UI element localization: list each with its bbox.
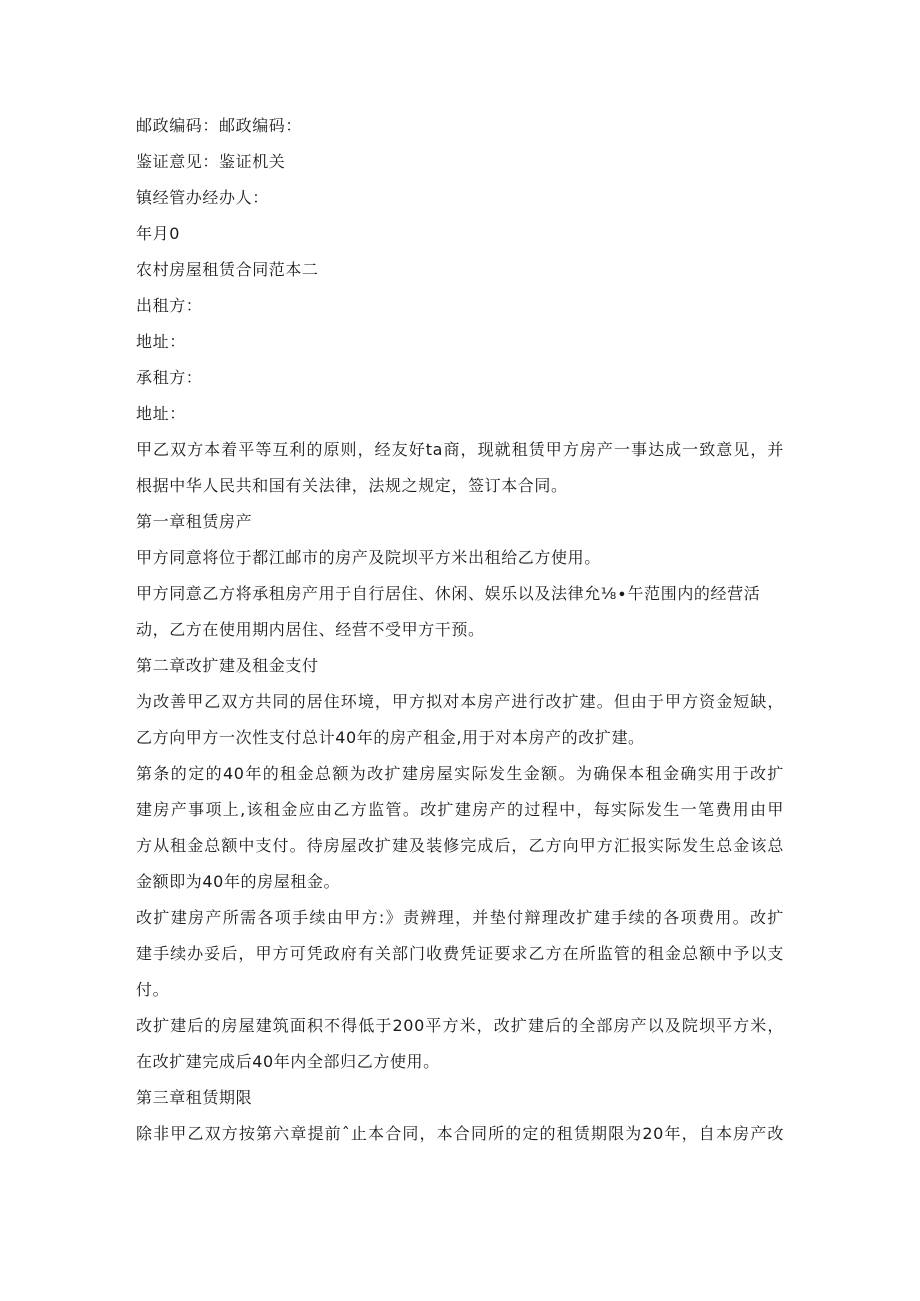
text-line: 为改善甲乙双方共同的居住环境，甲方拟对本房产进行改扩建。但由于甲方资金短缺， xyxy=(136,692,784,711)
text-line: 第一章租赁房产 xyxy=(136,512,253,531)
text-line: 第条的定的40年的租金总额为改扩建房屋实际发生金额。为确保本租金确实用于改扩 xyxy=(136,764,784,783)
text-line: 方从租金总额中支付。待房屋改扩建及装修完成后，乙方向甲方汇报实际发生总金该总 xyxy=(136,836,784,855)
text-line: 镇经管办经办人： xyxy=(136,188,269,207)
text-line: 甲方同意乙方将承租房产用于自行居住、休闲、娱乐以及法律允⅛∙午范围内的经营活 xyxy=(136,584,761,603)
text-line: 邮政编码：邮政编码： xyxy=(136,116,303,135)
text-line: 甲乙双方本着平等互利的原则，经友好ta商，现就租赁甲方房产一事达成一致意见，并 xyxy=(136,440,784,459)
text-line: 地址： xyxy=(136,404,186,423)
text-line: 动，乙方在使用期内居住、经营不受甲方干预。 xyxy=(136,620,485,639)
text-line: 乙方向甲方一次性支付总计40年的房产租金,用于对本房产的改扩建。 xyxy=(136,728,645,747)
text-line: 付。 xyxy=(136,980,170,999)
text-line: 鉴证意见：鉴证机关 xyxy=(136,152,286,171)
text-line: 根据中华人民共和国有关法律，法规之规定，签订本合同。 xyxy=(136,476,568,495)
text-line: 农村房屋租赁合同范本二 xyxy=(136,260,319,279)
text-line: 金额即为40年的房屋租金。 xyxy=(136,872,341,891)
text-line: 除非甲乙双方按第六章提前ˆ止本合同，本合同所的定的租赁期限为20年，自本房产改 xyxy=(136,1124,784,1143)
text-line: 改扩建后的房屋建筑面积不得低于200平方米，改扩建后的全部房产以及院坝平方米， xyxy=(136,1016,784,1035)
text-line: 甲方同意将位于都江邮市的房产及院坝平方米出租给乙方使用。 xyxy=(136,548,601,567)
text-line: 地址： xyxy=(136,332,186,351)
text-line: 建房产事项上,该租金应由乙方监管。改扩建房产的过程中，每实际发生一笔费用由甲 xyxy=(136,800,784,819)
text-line: 改扩建房产所需各项手续由甲方:》责辨理，并垫付辩理改扩建手续的各项费用。改扩 xyxy=(136,908,784,927)
text-line: 在改扩建完成后40年内全部归乙方使用。 xyxy=(136,1052,440,1071)
text-line: 年月0 xyxy=(136,224,180,243)
document-body xyxy=(136,108,784,1152)
text-line: 建手续办妥后，甲方可凭政府有关部门收费凭证要求乙方在所监管的租金总额中予以支 xyxy=(136,944,784,963)
text-line: 承租方： xyxy=(136,368,203,387)
text-line: 第二章改扩建及租金支付 xyxy=(136,656,319,675)
text-line: 第三章租赁期限 xyxy=(136,1088,253,1107)
text-line: 出租方： xyxy=(136,296,203,315)
